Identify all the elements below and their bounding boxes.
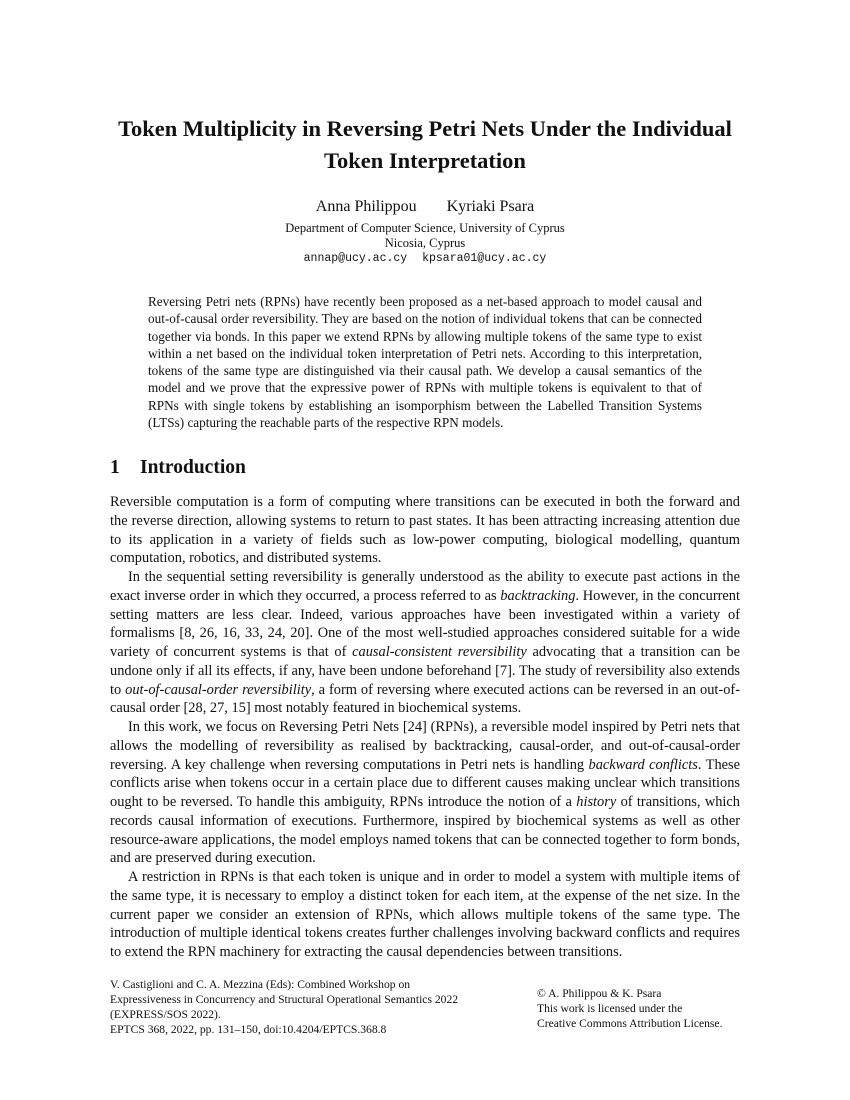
footer-publication-info <box>110 977 510 1037</box>
author-email[interactable]: kpsara01@ucy.ac.cy <box>422 252 547 265</box>
emphasis: backward conflicts <box>588 756 698 773</box>
author-list <box>0 197 850 217</box>
emphasis: causal-consistent reversibility <box>352 644 527 660</box>
footer-line: Expressiveness in Concurrency and Structural Operational Semantics 2022 <box>110 993 459 1006</box>
section-number: 1 <box>110 457 120 478</box>
abstract: Reversing Petri nets (RPNs) have recently been proposed as a net-based approach to model causal and out-of-causal order reversibility. They are based on the notion of individual tokens that can be connected together via bonds. In this paper we extend RPNs by allowing multiple tokens of the same type to exist within a net based on the individual token interpretation of Petri nets. According to this interpretation, tokens of the same type are distinguished via their causal path. We develop a causal semantics of the model and we prove that the expressive power of RPNs with multiple tokens is equivalent to that of RPNs with single tokens by establishing an isomporphism between the Labelled Transition Systems (LTSs) capturing the reachable parts of the respective RPN models. <box>148 294 702 431</box>
footer-line: (EXPRESS/SOS 2022). <box>110 1008 221 1021</box>
paragraph-text: , a form of reversing where executed actions can be reversed in an out-of-causal order [28, 27, 15] most notably featured in biochemical systems. <box>110 681 741 717</box>
paragraph-text: of transitions, which records causal information of executions. Furthermore, inspired by biochemical systems as well as other resource-aware applications, the model employs named tokens that can be connected together to form bonds, and are preserved during execution. <box>110 794 740 867</box>
footer-line: V. Castiglioni and C. A. Mezzina (Eds): Combined Workshop on <box>110 978 411 991</box>
footer-license <box>537 986 757 1031</box>
paragraph: A restriction in RPNs is that each token is unique and in order to model a system with multiple items of the same type, it is necessary to employ a distinct token for each item, at the expense of the net size. In the current paper we consider an extension of RPNs, which allows multiple tokens of the same type. The introduction of multiple identical tokens creates further challenges involving backward conflicts and requires to extend the RPN machinery for extracting the causal dependencies between transitions. <box>110 869 740 960</box>
author-email[interactable]: annap@ucy.ac.cy <box>303 252 408 265</box>
paragraph-text: advocating that a transition can be undone only if all its effects, if any, have been undone beforehand [7]. The study of reversibility also extends to <box>110 644 740 698</box>
affiliation-location: Nicosia, Cyprus <box>384 235 466 250</box>
paragraph-text: In the sequential setting reversibility is generally understood as the ability to execute past actions in the exact inverse order in which they occurred, a process referred to as <box>110 569 740 604</box>
paragraph <box>110 568 740 718</box>
emphasis: history <box>576 794 617 810</box>
footer-line: EPTCS 368, 2022, pp. 131–150, doi:10.4204/EPTCS.368.8 <box>110 1023 387 1036</box>
affiliation-department: Department of Computer Science, University of Cyprus <box>285 221 565 235</box>
footer-line: This work is licensed under the <box>537 1002 683 1015</box>
emphasis: backtracking <box>500 587 576 604</box>
author-name: Kyriaki Psara <box>446 198 535 215</box>
section-title: Introduction <box>140 457 246 478</box>
footer-line: Creative Commons Attribution License. <box>537 1017 723 1030</box>
affiliation <box>0 221 850 250</box>
section-body <box>110 493 740 962</box>
paragraph: Reversible computation is a form of computing where transitions can be executed in both the forward and the reverse direction, allowing systems to return to past states. It has been attracting increasing attention due to its application in a variety of fields such as low-power computing, biological modelling, quantum computation, robotics, and distributed systems. <box>110 494 740 567</box>
footer-line: © A. Philippou & K. Psara <box>537 987 662 1000</box>
paragraph <box>110 718 740 868</box>
author-emails <box>0 252 850 266</box>
section-heading <box>110 456 246 480</box>
paragraph-text: . These conflicts arise when tokens occur in a certain place due to different causes making unclear which transitions ought to be reversed. To handle this ambiguity, RPNs introduce the notion of a <box>110 756 741 810</box>
paper-title: Token Multiplicity in Reversing Petri Nets Under the Individual Token Interpretation <box>118 116 732 173</box>
author-name: Anna Philippou <box>315 198 417 215</box>
paragraph-text: . However, in the concurrent setting matters are less clear. Indeed, various approaches have been investigated within a variety of formalisms [8, 26, 16, 33, 24, 20]. One of the most well-studied approaches considered suitable for a wide variety of concurrent systems is that of <box>110 587 741 660</box>
emphasis: out-of-causal-order reversibility <box>125 681 312 698</box>
paragraph-text: In this work, we focus on Reversing Petri Nets [24] (RPNs), a reversible model inspired by Petri nets that allows the modelling of reversibility as realised by backtracking, causal-order, and out-of-causal-order reversing. A key challenge when reversing computations in Petri nets is handling <box>110 719 740 773</box>
